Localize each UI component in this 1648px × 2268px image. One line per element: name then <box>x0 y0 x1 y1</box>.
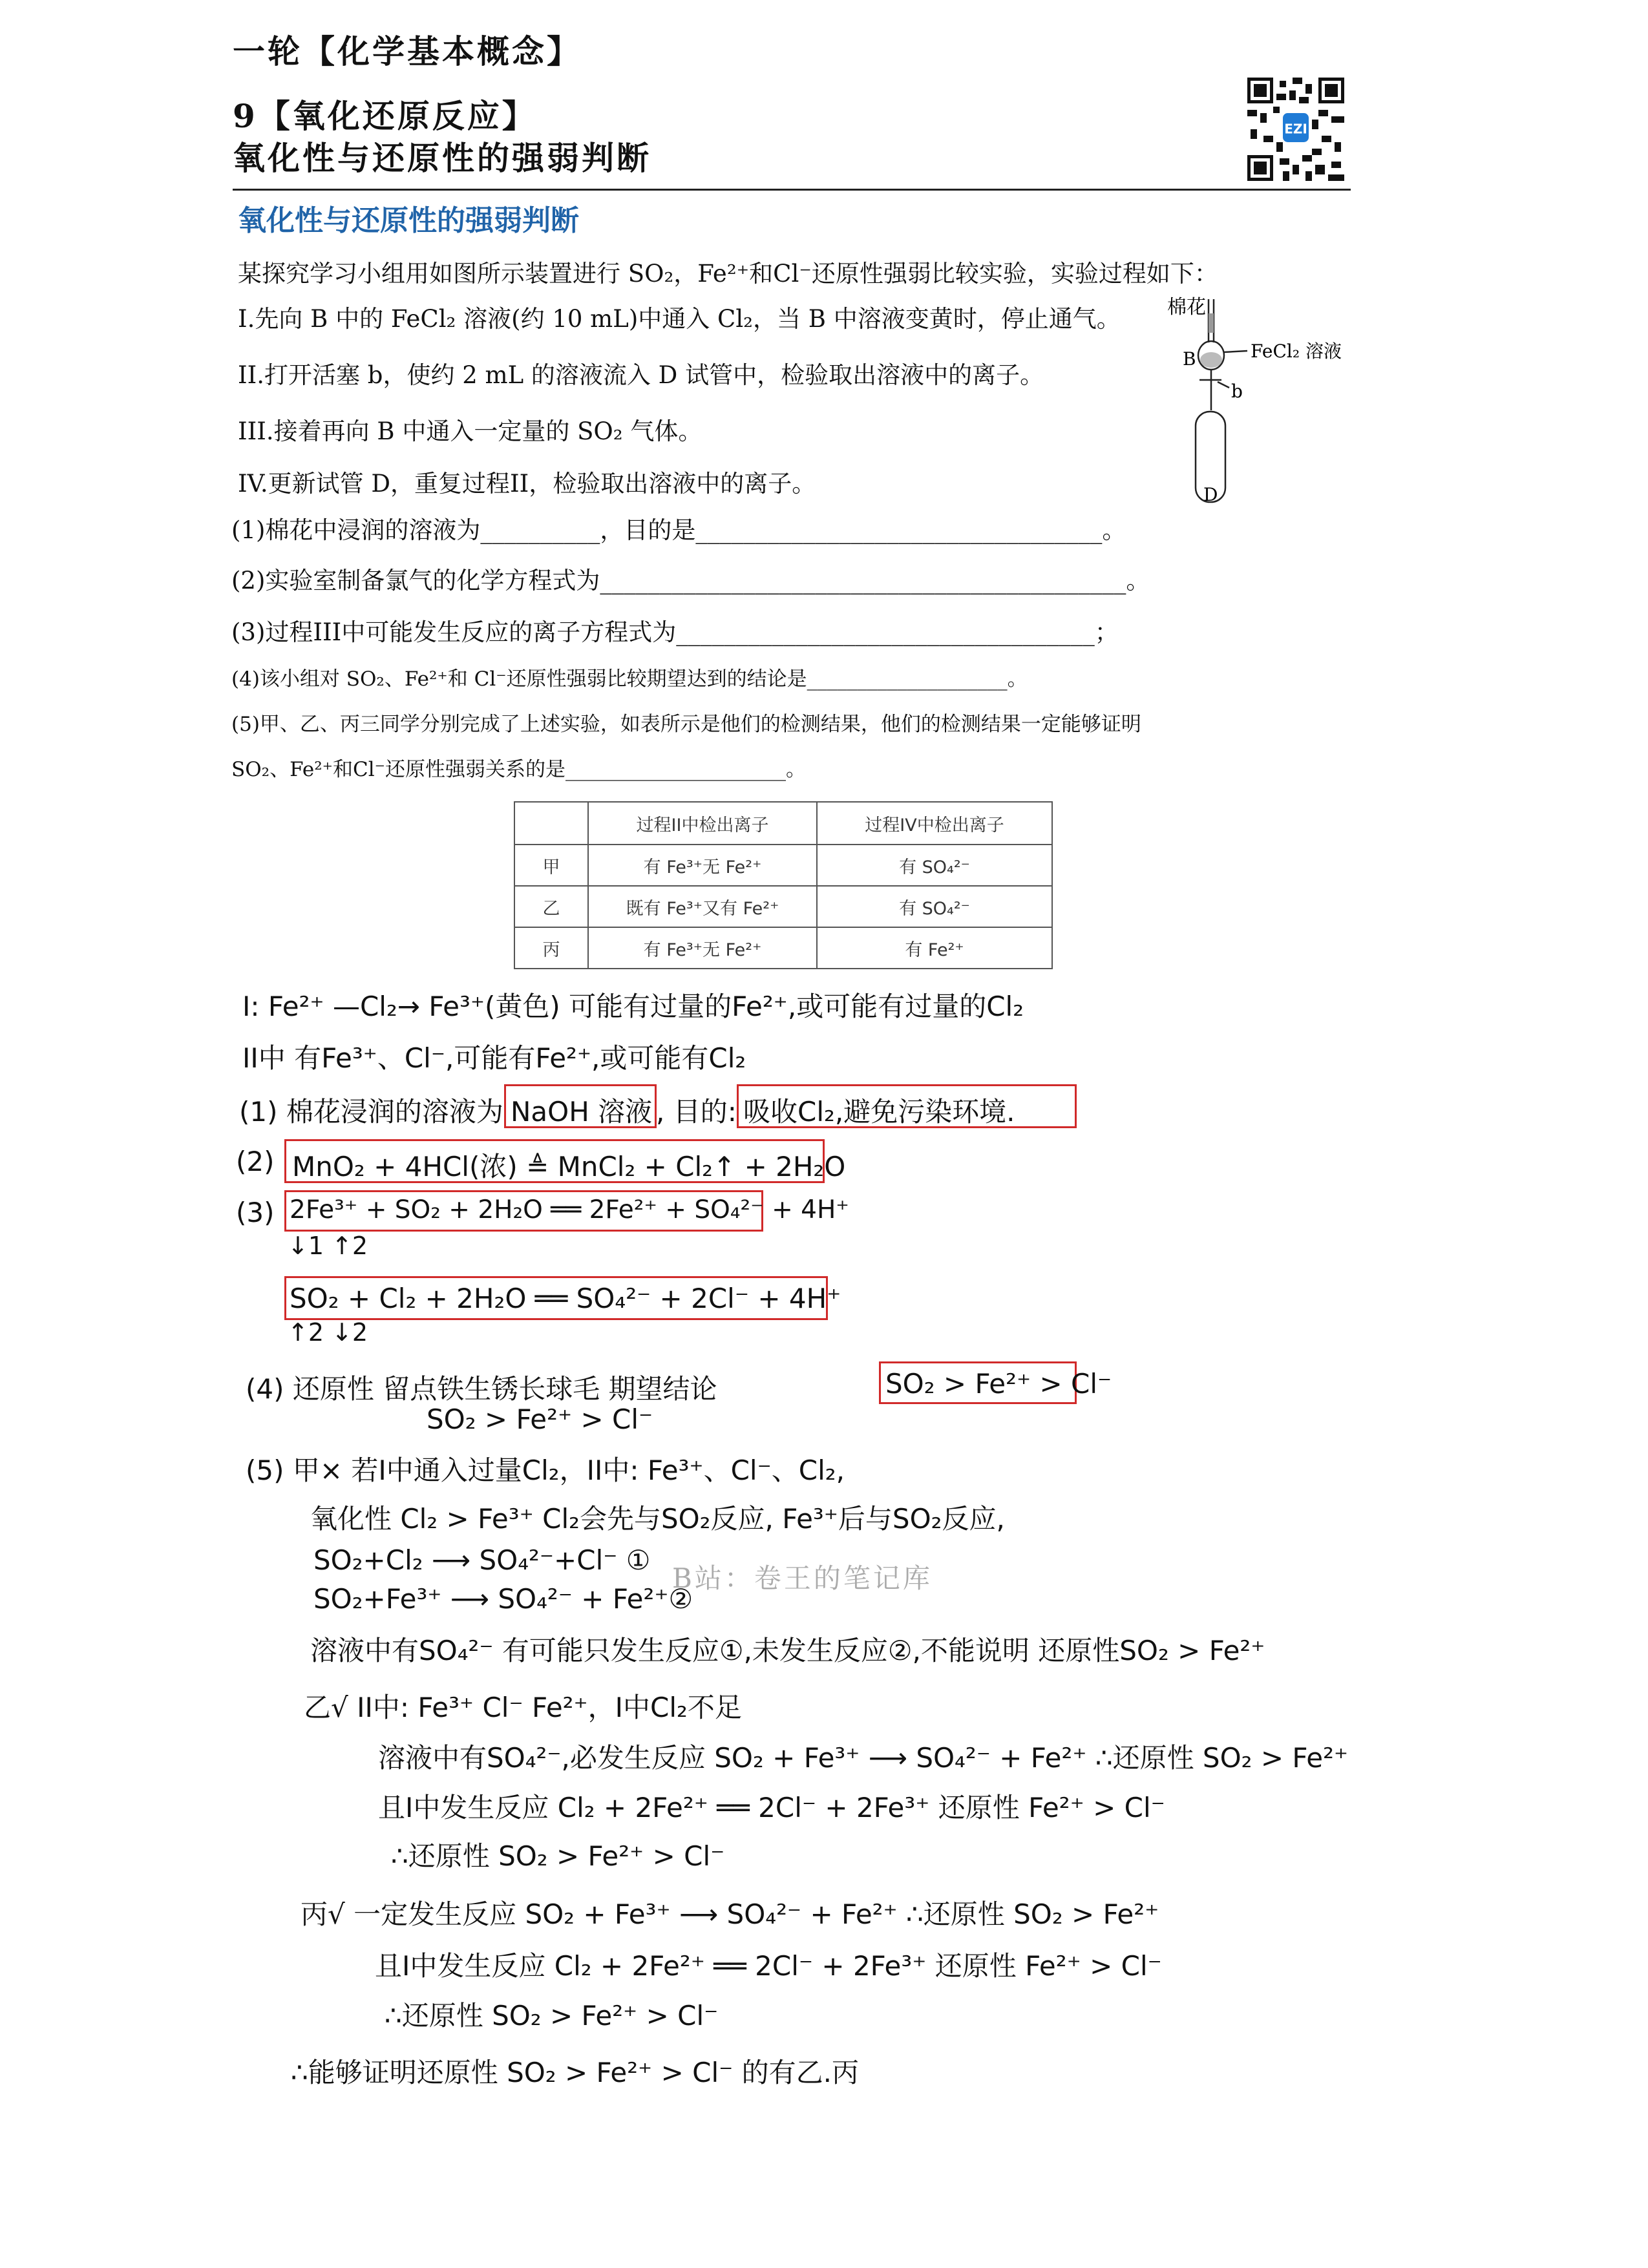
table-cell: 有 Fe²⁺ <box>817 927 1052 969</box>
table-cell: 有 Fe³⁺无 Fe²⁺ <box>588 927 817 969</box>
answer-5-yi-4: ∴还原性 SO₂ > Fe²⁺ > Cl⁻ <box>391 1840 725 1872</box>
label-B: B <box>1183 348 1196 370</box>
answer-5-bing-1: 丙√ 一定发生反应 SO₂ + Fe³⁺ ⟶ SO₄²⁻ + Fe²⁺ ∴还原性 SO₂ > Fe²⁺ <box>301 1898 1159 1930</box>
answer-5-yi-1: 乙√ II中: Fe³⁺ Cl⁻ Fe²⁺，I中Cl₂不足 <box>304 1692 742 1723</box>
note-step-2: II中 有Fe³⁺、Cl⁻,可能有Fe²⁺,或可能有Cl₂ <box>242 1042 746 1074</box>
label-solution: FeCl₂ 溶液 <box>1251 341 1342 362</box>
question-5-line-2: SO₂、Fe²⁺和Cl⁻还原性强弱关系的是______________________。 <box>231 758 807 781</box>
table-cell: 丙 <box>514 927 588 969</box>
question-2: (2)实验室制备氯气的化学方程式为____________________________________________。 <box>231 567 1150 594</box>
answer-4-prefix: (4) 还原性 留点铁生锈长球毛 期望结论 <box>246 1373 717 1405</box>
table-cell: 有 SO₄²⁻ <box>817 886 1052 927</box>
answer-5-jia-5: 溶液中有SO₄²⁻ 有可能只发生反应①,未发生反应②,不能说明 还原性SO₂ > Fe²⁺ <box>310 1635 1265 1666</box>
table-cell: 有 SO₄²⁻ <box>817 845 1052 886</box>
svg-text:EZI: EZI <box>1284 121 1307 137</box>
table-header-cell: 过程IV中检出离子 <box>817 802 1052 845</box>
answer-5-jia-1: (5) 甲× 若I中通入过量Cl₂，II中: Fe³⁺、Cl⁻、Cl₂, <box>246 1454 845 1486</box>
answer-2-equation: MnO₂ + 4HCl(浓) ≜ MnCl₂ + Cl₂↑ + 2H₂O <box>292 1151 846 1182</box>
course-title: 一轮【化学基本概念】 <box>233 32 582 70</box>
problem-step-3: III.接着再向 B 中通入一定量的 SO₂ 气体。 <box>238 417 703 445</box>
question-5-line-1: (5)甲、乙、丙三同学分别完成了上述实验，如表所示是他们的检测结果，他们的检测结果一定能够证明 <box>231 713 1141 736</box>
problem-step-4: IV.更新试管 D，重复过程II，检验取出溶液中的离子。 <box>238 470 816 498</box>
apparatus-diagram <box>1157 288 1370 514</box>
answer-3-prefix: (3) <box>236 1197 275 1228</box>
answer-1-prefix: (1) 棉花浸润的溶液为 <box>239 1096 503 1128</box>
answer-5-jia-2: 氧化性 Cl₂ > Fe³⁺ Cl₂会先与SO₂反应, Fe³⁺后与SO₂反应, <box>310 1503 1005 1535</box>
table-header-row <box>514 802 1052 845</box>
watermark: B站：卷王的笔记库 <box>672 1562 933 1594</box>
answer-5-jia-4: SO₂+Fe³⁺ ⟶ SO₄²⁻ + Fe²⁺② <box>313 1583 693 1615</box>
answer-2-prefix: (2) <box>236 1146 275 1177</box>
table-cell: 乙 <box>514 886 588 927</box>
answer-1-purpose: 吸收Cl₂,避免污染环境. <box>743 1096 1015 1128</box>
table-cell: 甲 <box>514 845 588 886</box>
header-rule <box>233 189 1351 191</box>
note-step-1: I: Fe²⁺ —Cl₂→ Fe³⁺(黄色) 可能有过量的Fe²⁺,或可能有过量的Cl₂ <box>242 991 1024 1022</box>
qr-code-icon <box>1247 78 1344 181</box>
table-header-cell <box>514 802 588 845</box>
answer-3-marks-2: ↑2 ↓2 <box>288 1318 368 1347</box>
table-row <box>514 927 1052 969</box>
table-row <box>514 886 1052 927</box>
table-cell: 既有 Fe³⁺又有 Fe²⁺ <box>588 886 817 927</box>
answer-3-equation-1: 2Fe³⁺ + SO₂ + 2H₂O ══ 2Fe²⁺ + SO₄²⁻ + 4H⁺ <box>290 1195 849 1224</box>
answer-3-marks-1: ↓1 ↑2 <box>288 1232 368 1260</box>
answer-3-equation-2: SO₂ + Cl₂ + 2H₂O ══ SO₄²⁻ + 2Cl⁻ + 4H⁺ <box>290 1283 841 1314</box>
chapter-title: 9【氧化还原反应】 <box>233 97 537 135</box>
answer-4-conclusion: SO₂ > Fe²⁺ > Cl⁻ <box>885 1368 1112 1400</box>
results-table <box>514 801 1053 969</box>
topic-title: 氧化性与还原性的强弱判断 <box>233 139 651 177</box>
table-header-cell: 过程II中检出离子 <box>588 802 817 845</box>
answer-5-yi-3: 且I中发生反应 Cl₂ + 2Fe²⁺ ══ 2Cl⁻ + 2Fe³⁺ 还原性 Fe²⁺ > Cl⁻ <box>378 1792 1165 1823</box>
answer-1-mid: , 目的: <box>656 1096 737 1128</box>
label-cotton: 棉花 <box>1167 296 1206 319</box>
table-cell: 有 Fe³⁺无 Fe²⁺ <box>588 845 817 886</box>
problem-step-2: II.打开活塞 b，使约 2 mL 的溶液流入 D 试管中，检验取出溶液中的离子。 <box>238 361 1044 389</box>
answer-4-mnemonic: SO₂ > Fe²⁺ > Cl⁻ <box>427 1403 653 1435</box>
problem-intro: 某探究学习小组用如图所示装置进行 SO₂，Fe²⁺和Cl⁻还原性强弱比较实验，实验过程如下： <box>238 260 1218 288</box>
answer-5-jia-3: SO₂+Cl₂ ⟶ SO₄²⁻+Cl⁻ ① <box>313 1544 651 1576</box>
label-D: D <box>1203 484 1218 505</box>
answer-5-yi-2: 溶液中有SO₄²⁻,必发生反应 SO₂ + Fe³⁺ ⟶ SO₄²⁻ + Fe²⁺ ∴还原性 SO₂ > Fe²⁺ <box>378 1742 1349 1774</box>
question-4: (4)该小组对 SO₂、Fe²⁺和 Cl⁻还原性强弱比较期望达到的结论是____________________。 <box>231 667 1028 691</box>
label-stopcock-b: b <box>1231 381 1243 402</box>
answer-5-bing-3: ∴还原性 SO₂ > Fe²⁺ > Cl⁻ <box>385 2000 719 2032</box>
problem-step-1: I.先向 B 中的 FeCl₂ 溶液(约 10 mL)中通入 Cl₂，当 B 中溶液变黄时，停止通气。 <box>238 305 1121 333</box>
answer-1-solution: NaOH 溶液 <box>511 1096 653 1128</box>
section-title: 氧化性与还原性的强弱判断 <box>238 204 579 237</box>
question-1: (1)棉花中浸润的溶液为__________，目的是__________________________________。 <box>231 516 1126 544</box>
question-3: (3)过程III中可能发生反应的离子方程式为___________________________________； <box>231 618 1119 646</box>
answer-5-bing-2: 且I中发生反应 Cl₂ + 2Fe²⁺ ══ 2Cl⁻ + 2Fe³⁺ 还原性 Fe²⁺ > Cl⁻ <box>375 1950 1162 1982</box>
table-row <box>514 845 1052 886</box>
final-conclusion: ∴能够证明还原性 SO₂ > Fe²⁺ > Cl⁻ 的有乙.丙 <box>291 2057 859 2088</box>
